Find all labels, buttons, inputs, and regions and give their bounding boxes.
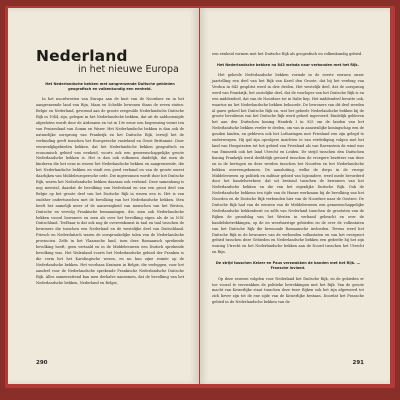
section-heading: De strijd tusschen Keizer en Paus verzwakken de banden met het Rijk. — Fransche invloed.: [215, 261, 361, 271]
page-number: 291: [352, 360, 364, 366]
chapter-subtitle: in het nieuwe Europa: [78, 64, 179, 75]
body-text: Op deze eeuwen volgden voor Nederland het Duitsche Rijk, en de gebieden er toe vooral te verzwakken de politieke betrekkingen met het Rijk. Van de groote macht van Keizerlijke staat tusschen deze twee Rijken ook het zijn afgeweerd tot zich liever zijn tot de ene zijde van de Keizerlijke bestaan. Doordat het Fransche gebied in de Nederlandsche bekken van de: [212, 276, 364, 305]
body-text: In het noordwesten van Europa aan de kust van de Noordzee en in het aangrenzende land van Rijn, Maas en Schelde bewonen thans de zeven staten: Belgie en Nederland, gevormd aan de groote zeegeulde Nederlandsche Duitsche Rijk in 1944, zijn, gelegen in het Nederlandsche bekken, dat uit de aaldoorsnijde afgesloten wordt door de Ardennen en tot in 19e eeuw een begrenzing vormt ten van Pruisenland van Somm en Wezer. Het Nederlandsche bekken is dan ook de natuurlijke oorsprong van Frankrijk en het Duitsche Rijk, terwijl het de verbinding geeft tusschen het Europeesche vasteland en Groot Brittannie. Door eeuwenlijkgebieden bekken, dat het Nederlandsche bekken geografisch en economisch gebied van eenheid, voorts ook een gemeenschappelijke groote Nederlandsche bekken is. Het is dan ook volkomen duidelijk, dat men de kinderen die het eens in wezen het Nederlandsche bekken en aangrenzende, die het Nederlandsche bekken en vindt een goed verband en van de groote meest daarlijken van Middeleuropeesche orde. Die ingewonnen wordt door het Duitsche Rijk, waren het Nederlandsche bekken daaraan ook verbond. Deze samenhang is nog meestal, daardat de bevolking van Nederland en van een groot deel van Belgie op het groote deel van het Duitsche Rijk in wezen een is. Het is van oudsher ondertusschen met de bevolking van het Nederlandsche bekken. Men heeft het namelijk meer of de aanwezigheid van menschen van het Westen, Duitsche en vervolg Frankische bemanningen, die, men ook Nederlandsche bekken vooral bewoners en men als over het bevolking eigen als de in N.W. Duitschland. Trefbaar is dat ook nog de overeenkomst in taal en taal tusschen de bewoners die tusschen een Nederland en de westelijke deel van Duitschland. Friesch en Nederduitsch waren de oorspronkelijke talen van de Nederlandsche provincien. Zelfs in het Vlaamsche land, toen deze Romaansch sprekende bevolking heeft, geen vertaald en in de Middeleeuwen een Duitsch sprekende bevolking was. Het Walenland voorts het Nederlandsche gebied der Franken is die vorm het het Karolingische wezen, en nu hun zijne ruimte op de Nederlandsche bekken. Het voorbaas Kraimen in Belgie, die verleggen, voor het aandeel voor de Nederlandsche sprekende Frankische Nederlandsche Duitsche Rijk. Alles samenvattend kan men derhalve aannemen, dat de bevolking van het Nederlandsche bekken, Nederland en Belgie,: [36, 97, 184, 285]
chapter-title: Nederland: [36, 47, 128, 65]
right-page: [200, 8, 390, 384]
section-heading: Het Nederlandsche bekken met aangrenzende Duitsche gebieden geografisch en volkenkundig een eenheid.: [45, 82, 175, 92]
section-heading: Het Nederlandsche bekken na 843 welsda naar verbonden met het Rijk.: [217, 62, 359, 67]
body-text: Het geheele Nederlandsche bekken vormde in de eerste eeuwen onzer jaartelling een deel van het Rijk van Karel den Groote, dat bij het verdrag van Verdun in 843 gesplitst werd in drie deelen. Het westelijk deel, dat de oorsprong werd van Frankrijk, het oostelijke deel, dat de voorloper van het Duitsche Rijk is en een middendeel, dat van de Noordzee tot in Italie liep. Het middendeel bevatte ook, waartoe nu het Nederlandsche bekken behoorde. De bewoners van dit deel werden al gauw geheel het Duitsche Rijk en, wat het geheele Nederlandsche bekken bij de groote bevaltenis van het Duitsche Rijk werd geheel ingevoerd. Eindelijk gebleven het aan den Duitschen koning Hendrik I in 925 om de landen van het Nederlandsche bekken verder te deelen, om van in aanzienlijke koningschap een de gouden landen, en gebleven ook het Lotharingen met Friesland een zijn gelegd te onderwerpen. Hij gaf zijn opvolgers inzichten te van verdediging volgen met het land van Hoogstraten tot het gebied van Friesland als van Ravenstein de wind was van Emmerik ook het land Utrecht en Leiden. De strijd tusschen den Duitschen koning Frankrijk werd deeldelijk gevoerd tusschen de vroegere bezitters van deze en in de hertogen en deze werden tusschen het Noorden en het Nederlandsche bekken overeengekomen. De aansluiting, welke de dorps in de vroege Middeleeuwen op politiek en militair gebied van bijzondere, werd mede bevorderd door het handelsverkeer, dat uit bestond tusschen de bewoners van het Nederlandsche bekken en die van het eigenlijke Duitsche Rijk. Ook de Nederlandsche bekkens ten tijde van de Hanze werkzaam bij de bevolking van het Noorden en de Duitsche Rijk verbonden hier van de Noordzee naar de Oostzee. De Duitsche Rijk had van de eeuwen van de Middeleeuwen een gemeenschappelijke Nederlandsche bekkenbezit en zelfs van Nederland tusschen de grootsten van de Rijken de grondslag van het Westen in verband gebracht en over de handelsbetrekkingen, op de en weerbarstige gebieden en de over de volksstaten van het Duitsche Rijk die bewoonde Romaansche invloeden. Tevens werd het Duitsche Rijk in de bewoners van de verbonden volksstaten en van het overgroot gebied tusschen deze Gebieden en Nederlandsche bekken een gedeelte bij het zijn woning Utrecht en het Nederlandsche bekken aan de Noord tusschen het Utrecht en Rijn.: [212, 73, 364, 255]
continued-text: een eenheid vormen met het Duitsche Rijk als geografisch en volkenkundig gebied.: [212, 52, 363, 56]
page-number: 290: [36, 360, 48, 366]
left-page: [8, 8, 199, 384]
chapter-title-block: [36, 48, 184, 76]
